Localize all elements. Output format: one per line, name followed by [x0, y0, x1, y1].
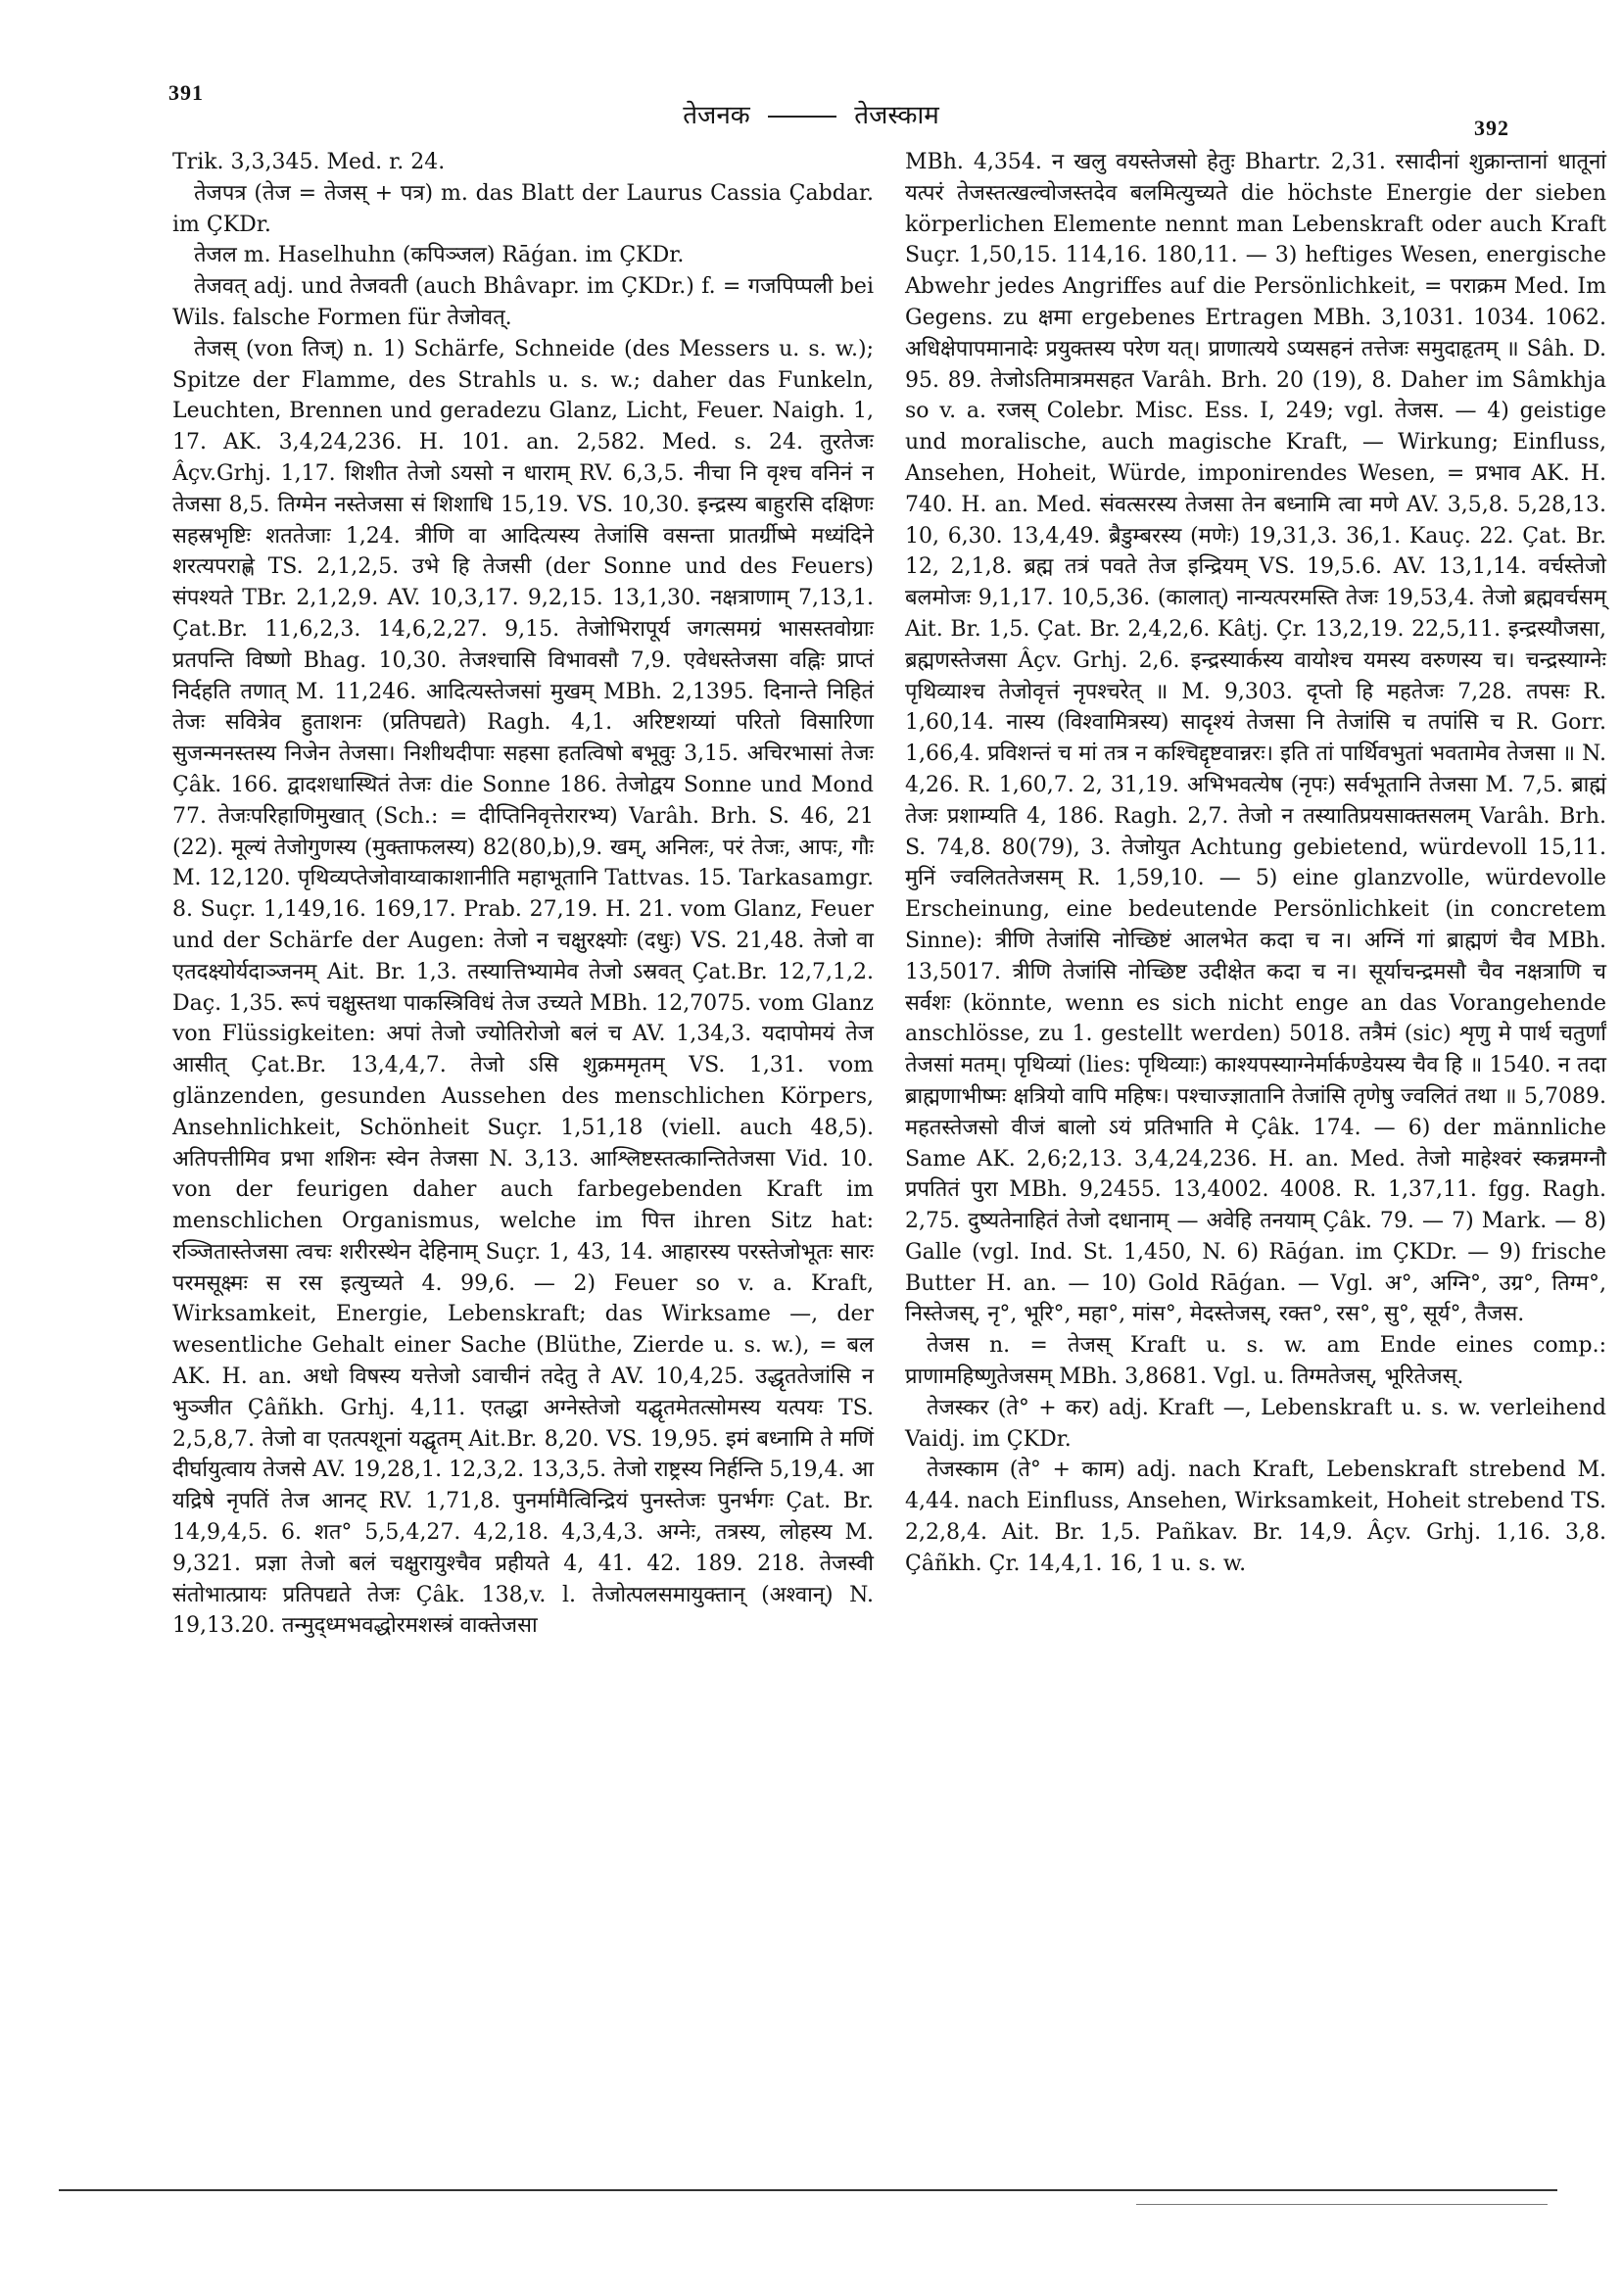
running-head-right: तेजस्काम [854, 101, 939, 130]
footer-rule [59, 2189, 1557, 2191]
entry-paragraph: तेजस n. = तेजस् Kraft u. s. w. am Ende eines comp.: प्राणामहिष्णुतेजसम् MBh. 3,8681. Vgl. u. तिग्मतेजस्, भूरितेजस्. [905, 1333, 1606, 1390]
entry-paragraph: तेजवत् adj. und तेजवती (auch Bhâvapr. im ÇKDr.) f. = गजपिप्पली bei Wils. falsche Formen für तेजोवत्. [172, 274, 874, 330]
entry-paragraph: तेजपत्र (तेज = तेजस् + पत्र) m. das Blatt der Laurus Cassia Çabdar. im ÇKDr. [172, 180, 874, 237]
entry-paragraph: तेजस्कर (ते° + कर) adj. Kraft —, Lebenskraft u. s. w. verleihend Vaidj. im ÇKDr. [905, 1395, 1606, 1452]
page-number-right: 392 [1474, 116, 1509, 140]
entry-paragraph: तेजस् (von तिज्) n. 1) Schärfe, Schneide (des Messers u. s. w.); Spitze der Flamme, des Strahls u. s. w.; daher das Funkeln, Leuchten, Brennen und geradezu Glanz, Licht, Feuer. Naigh. 1, 17. AK. 3,4,24,236. H. 101. an. 2,582. Med. s. 24. तुरतेजः Âçv.Grhj. 1,17. शिशीत तेजो ऽयसो न धाराम् RV. 6,3,5. नीचा नि वृश्च वनिनं न तेजसा 8,5. तिग्मेन नस्तेजसा सं शिशाधि 15,19. VS. 10,30. इन्द्रस्य बाहुरसि दक्षिणः सहस्रभृष्टिः शततेजाः 1,24. त्रीणि वा आदित्यस्य तेजांसि वसन्ता प्रातर्ग्रीष्मे मध्यंदिने शरत्यपराह्णे TS. 2,1,2,5. उभे हि तेजसी (der Sonne und des Feuers) संपश्यते TBr. 2,1,2,9. AV. 10,3,17. 9,2,15. 13,1,30. नक्षत्राणाम् 7,13,1. Çat.Br. 11,6,2,3. 14,6,2,27. 9,15. तेजोभिरापूर्य जगत्समग्रं भासस्तवोग्राः प्रतपन्ति विष्णो Bhag. 10,30. तेजश्चासि विभावसौ 7,9. एवेधस्तेजसा वह्निः प्राप्तं निर्दहति तणात् M. 11,246. आदित्यस्तेजसां मुखम् MBh. 2,1395. दिनान्ते निहितं तेजः सवित्रेव हुताशनः (प्रतिपद्यते) Ragh. 4,1. अरिष्टशय्यां परितो विसारिणा सुजन्मनस्तस्य निजेन तेजसा। निशीथदीपाः सहसा हतत्विषो बभूवुः 3,15. अचिरभासां तेजः Çâk. 166. द्वादशधास्थितं तेजः die Sonne 186. तेजोद्वय Sonne und Mond 77. तेजःपरिहाणिमुखात् (Sch.: = दीप्तिनिवृत्तेरारभ्य) Varâh. Brh. S. 46, 21 (22). मूल्यं तेजोगुणस्य (मुक्ताफलस्य) 82(80,b),9. खम्, अनिलः, परं तेजः, आपः, गौः M. 12,120. पृथिव्यप्तेजोवाय्वाकाशानीति महाभूतानि Tattvas. 15. Tarkasamgr. 8. Suçr. 1,149,16. 169,17. Prab. 27,19. H. 21. vom Glanz, Feuer und der Schärfe der Augen: तेजो न चक्षुरक्ष्योः (दधुः) VS. 21,48. तेजो वा एतदक्ष्योर्यदाञ्जनम् Ait. Br. 1,3. तस्यात्तिभ्यामेव तेजो ऽस्रवत् Çat.Br. 12,7,1,2. Daç. 1,35. रूपं चक्षुस्तथा पाकस्त्रिविधं तेज उच्यते MBh. 12,7075. vom Glanz von Flüssigkeiten: अपां तेजो ज्योतिरोजो बलं च AV. 1,34,3. यदापोमयं तेज आसीत् Çat.Br. 13,4,4,7. तेजो ऽसि शुक्रममृतम् VS. 1,31. vom glänzenden, gesunden Aussehen des menschlichen Körpers, Ansehnlichkeit, Schönheit Suçr. 1,51,18 (viell. auch 48,5). अतिपत्तीमिव प्रभा शशिनः स्वेन तेजसा N. 3,13. आश्लिष्टस्तत्कान्तितेजसा Vid. 10. von der feurigen daher auch farbegebenden Kraft im menschlichen Organismus, welche im पित्त ihren Sitz hat: रञ्जितास्तेजसा त्वचः शरीरस्थेन देहिनाम् Suçr. 1, 43, 14. आहारस्य परस्तेजोभूतः सारः परमसूक्ष्मः स रस इत्युच्यते 4. 99,6. — 2) Feuer so v. a. Kraft, Wirksamkeit, Energie, Lebenskraft; das Wirksame —, der wesentliche Gehalt einer Sache (Blüthe, Zierde u. s. w.), = बल AK. H. an. अधो विषस्य यत्तेजो ऽवाचीनं तदेतु ते AV. 10,4,25. उद्धृततेजांसि न भुञ्जीत Çâñkh. Grhj. 4,11. एतद्धा अग्नेस्तेजो यद्घृतमेतत्सोमस्य यत्पयः TS. 2,5,8,7. तेजो वा एतत्पशूनां यद्घृतम् Ait.Br. 8,20. VS. 19,95. इमं बध्नामि ते मणिं दीर्घायुत्वाय तेजसे AV. 19,28,1. 12,3,2. 13,3,5. तेजो राष्ट्रस्य निर्हन्ति 5,19,4. आ यद्रिषे नृपतिं तेज आनट् RV. 1,71,8. पुनर्मामैत्विन्द्रियं पुनस्तेजः पुनर्भगः Çat. Br. 14,9,4,5. 6. शत° 5,5,4,27. 4,2,18. 4,3,4,3. अग्नेः, तत्रस्य, लोहस्य M. 9,321. प्रज्ञा तेजो बलं चक्षुरायुश्चैव प्रहीयते 4, 41. 42. 189. 218. तेजस्वी संतोभात्प्रायः प्रतिपद्यते तेजः Çâk. 138,v. l. तेजोत्पलसमायुक्तान् (अश्वान्) N. 19,13.20. तन्मुद्ध्मभवद्धोरमशस्त्रं वाक्तेजसा [172, 336, 874, 1639]
running-head [0, 96, 1622, 131]
running-head-left: तेजनक [683, 101, 750, 130]
entry-paragraph: MBh. 4,354. न खलु वयस्तेजसो हेतुः Bhartr. 2,31. रसादीनां शुक्रान्तानां धातूनां यत्परं तेजस्तत्खल्वोजस्तदेव बलमित्युच्यते die höchste Energie der sieben körperlichen Elemente nennt man Lebenskraft oder auch Kraft Suçr. 1,50,15. 114,16. 180,11. — 3) heftiges Wesen, energische Abwehr jedes Angriffes auf die Persönlichkeit, = पराक्रम Med. Im Gegens. zu क्षमा ergebenes Ertragen MBh. 3,1031. 1034. 1062. अधिक्षेपापमानादेः प्रयुक्तस्य परेण यत्। प्राणात्यये ऽप्यसहनं तत्तेजः समुदाहृतम् ॥ Sâh. D. 95. 89. तेजोऽतिमात्रमसहत Varâh. Brh. 20 (19), 8. Daher im Sâmkhja so v. a. रजस् Colebr. Misc. Ess. I, 249; vgl. तेजस. — 4) geistige und moralische, auch magische Kraft, — Wirkung; Einfluss, Ansehen, Hoheit, Würde, imponirendes Wesen, = प्रभाव AK. H. 740. H. an. Med. संवत्सरस्य तेजसा तेन बध्नामि त्वा मणे AV. 3,5,8. 5,28,13. 10, 6,30. 13,4,49. ब्रैडुम्बरस्य (मणेः) 19,31,3. 36,1. Kauç. 22. Çat. Br. 12, 2,1,8. ब्रह्म तत्रं पवते तेज इन्द्रियम् VS. 19,5.6. AV. 13,1,14. वर्चस्तेजो बलमोजः 9,1,17. 10,5,36. (कालात्) नान्यत्परमस्ति तेजः 19,53,4. तेजो ब्रह्मवर्चसम् Ait. Br. 1,5. Çat. Br. 2,4,2,6. Kâtj. Çr. 13,2,19. 22,5,11. इन्द्रस्यौजसा, ब्रह्मणस्तेजसा Âçv. Grhj. 2,6. इन्द्रस्यार्कस्य वायोश्च यमस्य वरुणस्य च। चन्द्रस्याग्नेः पृथिव्याश्च तेजोवृत्तं नृपश्चरेत् ॥ M. 9,303. दृप्तो हि महतेजः 7,28. तपसः R. 1,60,14. नास्य (विश्वामित्रस्य) सादृश्यं तेजसा नि तेजांसि च तपांसि च R. Gorr. 1,66,4. प्रविशन्तं च मां तत्र न कश्चिद्दृष्टवान्नरः। इति तां पार्थिवभुतां भवतामेव तेजसा ॥ N. 4,26. R. 1,60,7. 2, 31,19. अभिभवत्येष (नृपः) सर्वभूतानि तेजसा M. 7,5. ब्राह्मं तेजः प्रशाम्यति 4, 186. Ragh. 2,7. तेजो न तस्यातिप्रयसाक्तसलम् Varâh. Brh. S. 74,8. 80(79), 3. तेजोयुत Achtung gebietend, würdevoll 15,11. मुनिं ज्वलिततेजसम् R. 1,59,10. — 5) eine glanzvolle, würdevolle Erscheinung, eine bedeutende Persönlichkeit (in concretem Sinne): त्रीणि तेजांसि नोच्छिष्टं आलभेत कदा च न। अग्निं गां ब्राह्मणं चैव MBh. 13,5017. त्रीणि तेजांसि नोच्छिष्ट उदीक्षेत कदा च न। सूर्याचन्द्रमसौ चैव नक्षत्राणि च सर्वशः (könnte, wenn es sich nicht enge an das Vorangehende anschlösse, zu 1. gestellt werden) 5018. तत्रैमं (sic) शृणु मे पार्थ चतुर्णां तेजसां मतम्। पृथिव्यां (lies: पृथिव्याः) काश्यपस्याग्नेर्मार्कण्डेयस्य चैव हि ॥ 1540. न तदा ब्राह्मणाभीष्मः क्षत्रियो वापि महिषः। पश्चाज्ज्ञातानि तेजांसि तृणेषु ज्वलितं तथा ॥ 5,7089. महतस्तेजसो वीजं बालो ऽयं प्रतिभाति मे Çâk. 174. — 6) der männliche Same AK. 2,6;2,13. 3,4,24,236. H. an. Med. तेजो माहेश्वरं स्कन्नमग्नौ प्रपतितं पुरा MBh. 9,2455. 13,4002. 4008. R. 1,37,11. fgg. Ragh. 2,75. दुष्यतेनाहितं तेजो दधानाम् — अवेहि तनयाम् Çâk. 79. — 7) Mark. — 8) Galle (vgl. Ind. St. 1,450, N. 6) Rāǵan. im ÇKDr. — 9) frische Butter H. an. — 10) Gold Rāǵan. — Vgl. अ°, अग्नि°, उग्र°, तिग्म°, निस्तेजस्, नृ°, भूरि°, महा°, मांस°, मेदस्तेजस्, रक्त°, रस°, सु°, सूर्य°, तैजस. [905, 150, 1606, 1327]
page-number-left: 391 [168, 80, 204, 105]
right-column [905, 147, 1606, 1580]
running-head-dash [768, 116, 836, 118]
footer-rule-short [1136, 2204, 1548, 2205]
entry-paragraph: तेजस्काम (ते° + काम) adj. nach Kraft, Lebenskraft strebend M. 4,44. nach Einfluss, Ansehen, Wirksamkeit, Hoheit strebend TS. 2,2,8,4. Ait. Br. 1,5. Pañkav. Br. 14,9. Âçv. Grhj. 1,16. 3,8. Çâñkh. Çr. 14,4,1. 16, 1 u. s. w. [905, 1458, 1606, 1576]
left-column [172, 147, 874, 1642]
entry-paragraph: Trik. 3,3,345. Med. r. 24. [172, 150, 446, 174]
entry-paragraph: तेजल m. Haselhuhn (कपिञ्जल) Rāǵan. im ÇKDr. [194, 243, 685, 268]
